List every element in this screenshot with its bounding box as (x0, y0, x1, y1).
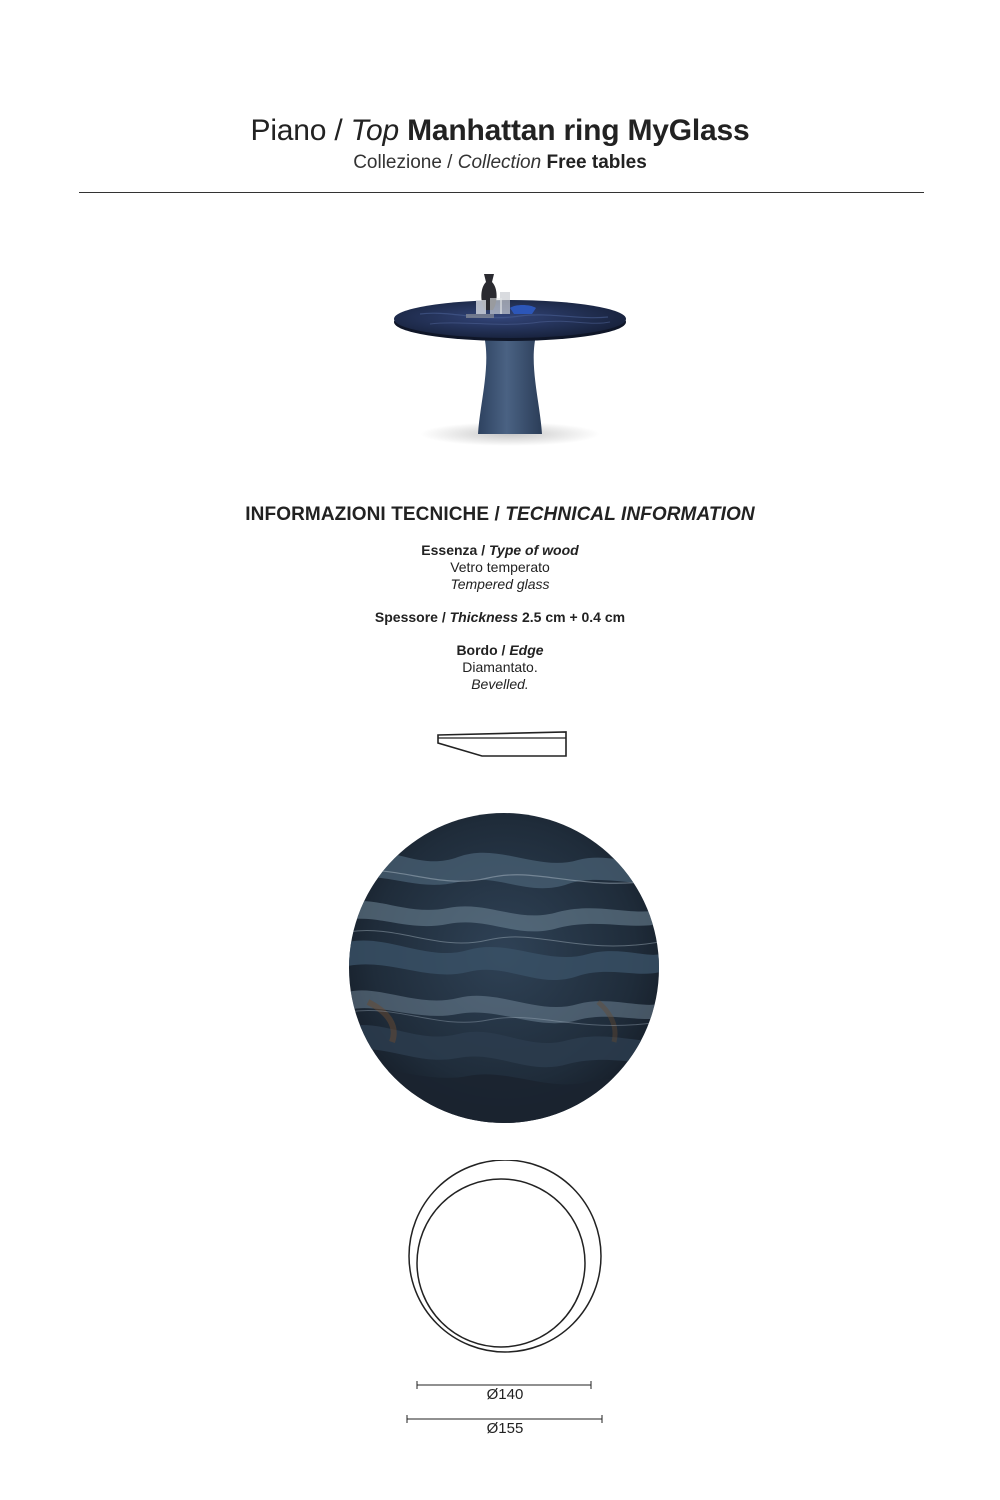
thickness-label-it: Spessore / (374, 609, 450, 625)
wood-type-value-it: Vetro temperato (450, 559, 550, 575)
header-divider (79, 192, 924, 193)
table-photo (380, 262, 640, 452)
outer-diameter-label: Ø155 (486, 1420, 524, 1437)
heading-en: TECHNICAL INFORMATION (505, 504, 755, 525)
technical-information (0, 502, 1000, 693)
wood-type-label-en: Type of wood (489, 542, 579, 558)
edge-label (0, 642, 1000, 659)
heading-it: INFORMAZIONI TECNICHE / (245, 504, 506, 525)
technical-information-heading (0, 502, 1000, 528)
collection-name: Free tables (546, 152, 647, 173)
top-plan-drawing (380, 1160, 630, 1450)
collection-prefix: Collezione / (353, 152, 458, 173)
wood-type-label-it: Essenza / (421, 542, 489, 558)
wood-type-value-en: Tempered glass (450, 576, 550, 592)
wood-type-label (0, 542, 1000, 559)
title-prefix: Piano / (250, 114, 351, 147)
thickness-block (0, 609, 1000, 626)
page-title (0, 112, 1000, 150)
edge-block (0, 642, 1000, 693)
edge-value-en: Bevelled. (471, 676, 529, 692)
thickness-label-en: Thickness (449, 609, 519, 625)
collection-prefix-en: Collection (457, 152, 542, 173)
collection-line (0, 150, 1000, 176)
page-header (0, 112, 1000, 176)
product-name: Manhattan ring MyGlass (407, 114, 750, 147)
edge-profile-drawing (432, 728, 572, 762)
edge-value-it: Diamantato. (462, 659, 538, 675)
inner-diameter-label: Ø140 (486, 1386, 524, 1403)
marble-top-swatch (348, 812, 660, 1124)
edge-label-it: Bordo / (456, 642, 510, 658)
thickness-value: 2.5 cm + 0.4 cm (521, 609, 626, 625)
edge-label-en: Edge (509, 642, 544, 658)
title-prefix-en: Top (350, 114, 399, 147)
thickness-label (375, 609, 518, 625)
wood-type-block (0, 542, 1000, 593)
